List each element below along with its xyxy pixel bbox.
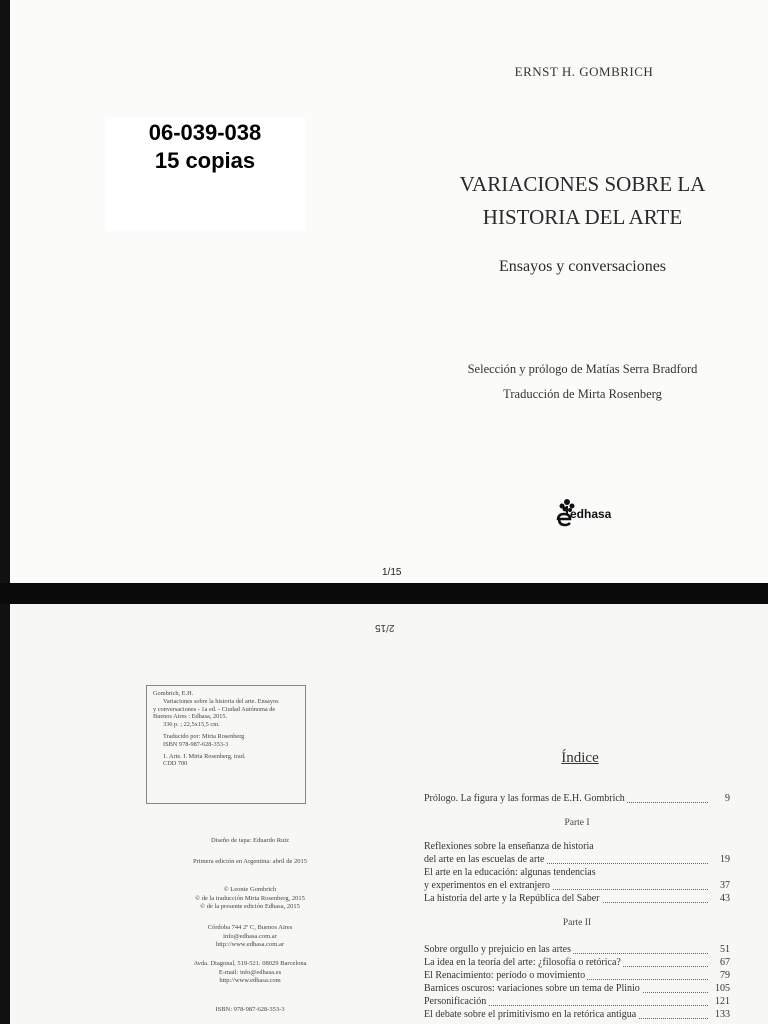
book-title-line-1: VARIACIONES SOBRE LA: [459, 172, 706, 196]
catalog-line: Traducido por: Mirta Rosenberg: [163, 732, 245, 740]
toc-entry: [424, 1009, 730, 1022]
toc-entry-title: La idea en la teoría del arte: ¿filosofía o retórica?: [424, 957, 621, 968]
translation-credit: Traducción de Mirta Rosenberg: [503, 387, 662, 401]
toc-entry-page: 121: [715, 996, 730, 1007]
page-marker-1: 1/15: [382, 567, 402, 578]
index-title: Índice: [561, 750, 599, 766]
toc-entry-title: y experimentos en el extranjero: [424, 880, 551, 891]
toc-entry-title: Personificación: [424, 996, 487, 1007]
toc-entry-page: 51: [720, 944, 730, 955]
toc-entry-page: 133: [715, 1009, 730, 1020]
copyright-block: [130, 886, 370, 912]
copyright-and-index-page: [10, 604, 768, 1024]
catalog-line: Gombrich, E.H.: [153, 690, 194, 697]
cover-design-credit: Diseño de tapa: Eduardo Ruiz: [211, 837, 289, 844]
catalog-line: 336 p. ; 22,5x15,5 cm.: [163, 721, 220, 729]
toc-entry-text: [424, 867, 730, 880]
toc-entry-page: 43: [720, 893, 730, 904]
toc-entry-title: Reflexiones sobre la enseñanza de historia: [424, 841, 594, 852]
toc-entry-title: Sobre orgullo y prejuicio en las artes: [424, 944, 572, 955]
part-1-heading: Parte I: [564, 818, 590, 828]
address-line: http://www.edhasa.com: [219, 977, 281, 984]
toc-entry-page: 19: [720, 854, 730, 865]
toc-entry-page: 67: [720, 957, 730, 968]
scan-divider: [0, 583, 768, 604]
address-spain: [130, 960, 370, 986]
part-2-heading: Parte II: [562, 918, 592, 928]
address-line: Avda. Diagonal, 519-521. 08029 Barcelona: [193, 960, 307, 967]
toc-entry-page: 9: [725, 793, 730, 804]
copyright-line: © de la traducción Mirta Rosenberg, 2015: [195, 894, 305, 902]
catalog-line: CDD 700: [163, 760, 188, 768]
toc-entry-title: La historia del arte y la República del Saber: [424, 893, 600, 904]
address-line: Córdoba 744 2º C, Buenos Aires: [207, 924, 293, 931]
toc-entry-page: 105: [715, 983, 730, 994]
toc-entry-page: 79: [720, 970, 730, 981]
isbn: ISBN: 978-987-628-353-3: [215, 1006, 285, 1013]
toc-entry-title: El arte en la educación: algunas tendencias: [424, 867, 596, 878]
book-title-line-2: HISTORIA DEL ARTE: [482, 205, 683, 229]
toc-entry: [424, 893, 730, 906]
page-marker-2: 2/15: [375, 622, 395, 633]
toc-entry: [424, 996, 730, 1009]
selection-credit: Selección y prólogo de Matías Serra Bradford: [467, 362, 698, 376]
author-name: ERNST H. GOMBRICH: [514, 64, 654, 79]
address-argentina: [130, 924, 370, 950]
toc-entry: [424, 957, 730, 970]
toc-entry: [424, 854, 730, 867]
publisher-name: edhasa: [570, 507, 612, 521]
inventory-stamp: [105, 117, 305, 231]
book-subtitle: Ensayos y conversaciones: [498, 258, 667, 275]
address-line: http://www.edhasa.com.ar: [216, 941, 284, 948]
catalog-line: Buenos Aires : Edhasa, 2015.: [153, 713, 228, 721]
book-title: [410, 168, 755, 234]
edition-date: Primera edición en Argentina: abril de 2015: [193, 858, 307, 865]
catalog-line: 1. Arte. I. Mirta Rosenberg, trad.: [163, 752, 246, 760]
catalog-card: [146, 685, 306, 804]
toc-entry-title: Barnices oscuros: variaciones sobre un tema de Plinio: [424, 983, 640, 994]
copyright-line: © de la presente edición Edhasa, 2015: [200, 903, 300, 910]
toc-entry-title: del arte en las escuelas de arte: [424, 854, 545, 865]
toc-entry-title: Prólogo. La figura y las formas de E.H. Gombrich: [424, 793, 625, 804]
copyright-line: © Leonie Gombrich: [223, 886, 277, 893]
stamp-copies: 15 copias: [154, 148, 256, 173]
toc-entry: [424, 970, 730, 983]
toc-entry-prologue: [424, 793, 730, 806]
toc-entry-text: [424, 841, 730, 854]
toc-entry: [424, 983, 730, 996]
address-line: E-mail: info@edhasa.es: [218, 968, 282, 976]
stamp-code: 06-039-038: [148, 120, 262, 145]
catalog-line: Variaciones sobre la historia del arte. Ensayos: [163, 697, 279, 705]
catalog-line: ISBN 978-987-628-353-3: [163, 740, 229, 748]
title-page: [10, 0, 768, 583]
toc-entry: [424, 944, 730, 957]
toc-entry-page: 37: [720, 880, 730, 891]
catalog-line: y conversaciones - 1a ed. - Ciudad Autónoma de: [153, 705, 276, 713]
toc-entry: [424, 880, 730, 893]
address-line: info@edhasa.com.ar: [223, 932, 277, 940]
toc-entry-title: El Renacimiento: período o movimiento: [424, 970, 586, 981]
toc-entry-title: El debate sobre el primitivismo en la retórica antigua: [424, 1009, 637, 1020]
